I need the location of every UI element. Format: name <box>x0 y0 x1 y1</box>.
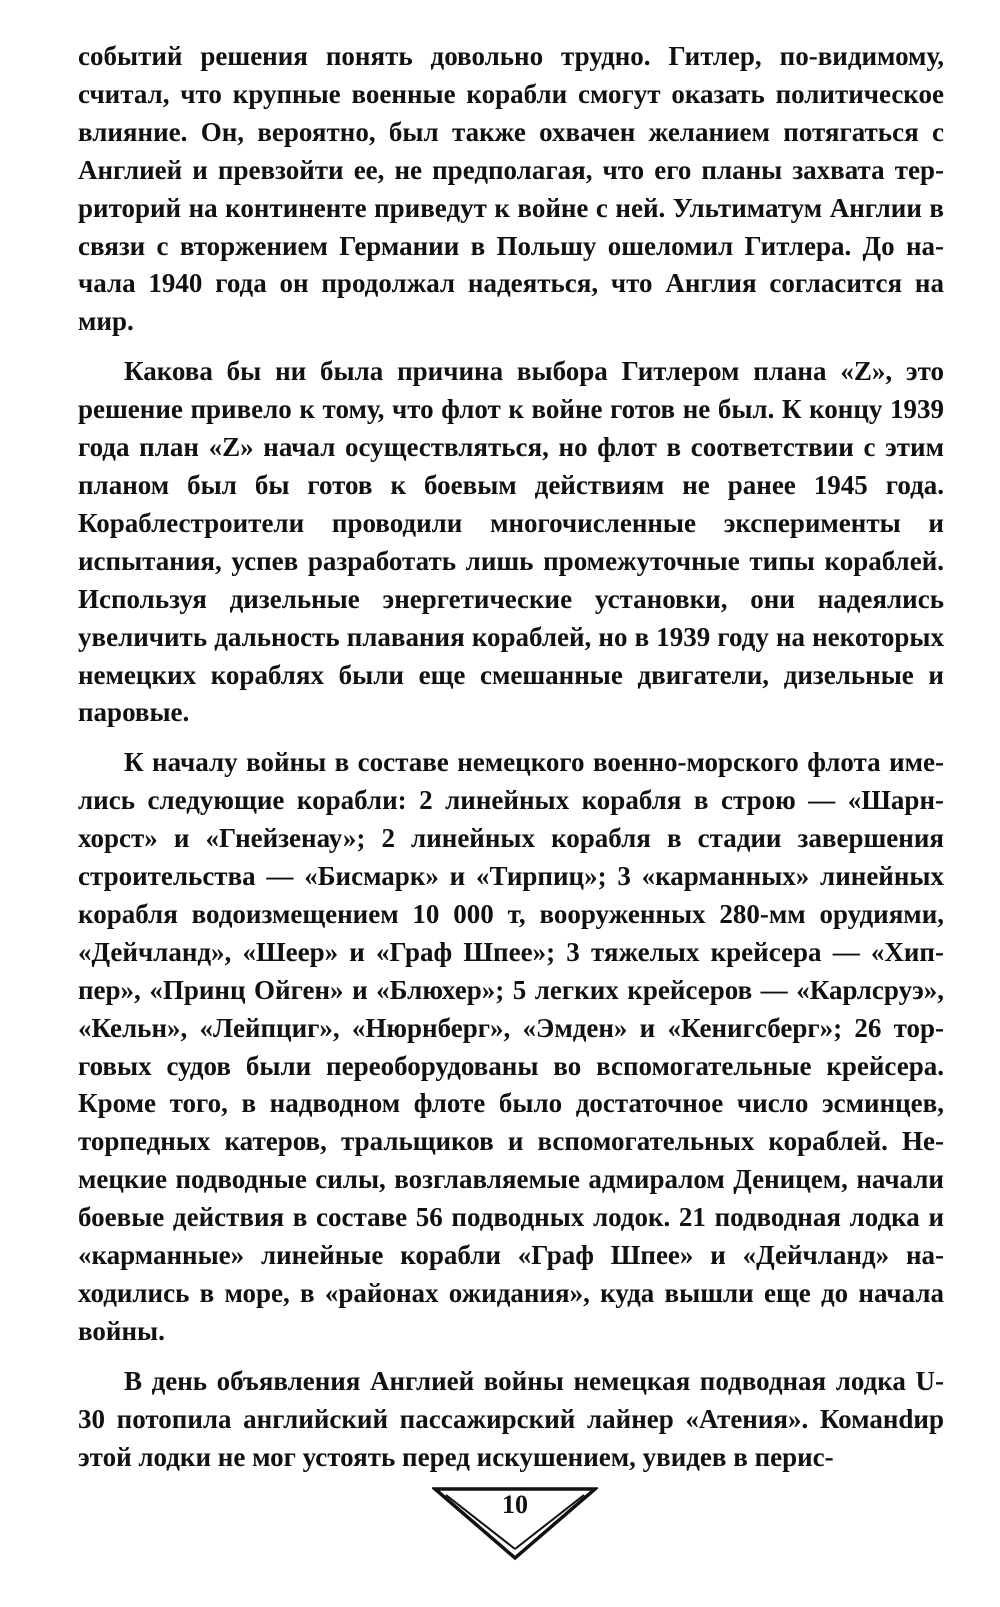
paragraph-4: В день объявления Англией войны немецкая подводная лодка U-30 потопила английский пассажирский лайнер «Атения». Команdир этой лодки не мог устоять перед искушением, увидев в перис- <box>78 1365 944 1472</box>
paragraph-2: Какова бы ни была причина выбора Гитлером плана «Z», это решение привело к тому, что флот к войне готов не был. К концу 1939 года план «Z» начал осуществляться, но флот в соответствии с этим планом был бы готов к боевым действиям не ранее 1945 года. Кораблестроители проводили многочисленные эксперименты и испытания, успев разработать лишь промежуточные типы кораблей. Используя дизельные энергетические установки, они надеялись увеличить дальность плавания кораблей, но в 1939 году на некоторых немецких кораблях были еще смешанные двигатели, дизельные и паровые. <box>78 356 944 728</box>
page-number: 10 <box>502 1490 528 1519</box>
page-number-ornament <box>432 1486 598 1562</box>
paragraph-3: К началу войны в составе немецкого военно-морского флота имелись следующие корабли: 2 линейных корабля в строю — «Шарнхорст» и «Гнейзенау»; 2 линейных корабля в стадии завершения строительства — «Бисмарк» и «Тирпиц»; 3 «карманных» линейных корабля водоизмещением 10 000 т, вооруженных 280-мм орудиями, «Дейчланд», «Шеер» и «Граф Шпее»; 3 тяжелых крейсера — «Хиппер», «Принц Ойген» и «Блюхер»; 5 легких крейсеров — «Карлсруэ», «Кельн», «Лейпциг», «Нюрнберг», «Эмден» и «Кенигсберг»; 26 торговых судов были переоборудованы во вспомогательные крейсера. Кроме того, в надводном флоте было достаточное число эсминцев, торпедных катеров, тральщиков и вспомогательных кораблей. Немецкие подводные силы, возглавляемые адмиралом Деницем, начали боевые действия в составе 56 подводных лодок. 21 подводная лодка и «карманные» линейные корабли «Граф Шпее» и «Дейчланд» находились в море, в «районах ожидания», куда вышли еще до начала войны. <box>78 747 944 1346</box>
paragraph-1: событий решения понять довольно трудно. Гитлер, по-видимому, считал, что крупные военные корабли смогут оказать политическое влияние. Он, вероятно, был также охвачен желанием потягаться с Англией и превзойти ее, не предполагая, что его планы захвата территорий на континенте приведут к войне с ней. Ультиматум Англии в связи с вторжением Германии в Польшу ошеломил Гитлера. До начала 1940 года он продолжал надеяться, что Англия согласится на мир. <box>78 41 944 337</box>
page-body <box>78 38 944 1477</box>
